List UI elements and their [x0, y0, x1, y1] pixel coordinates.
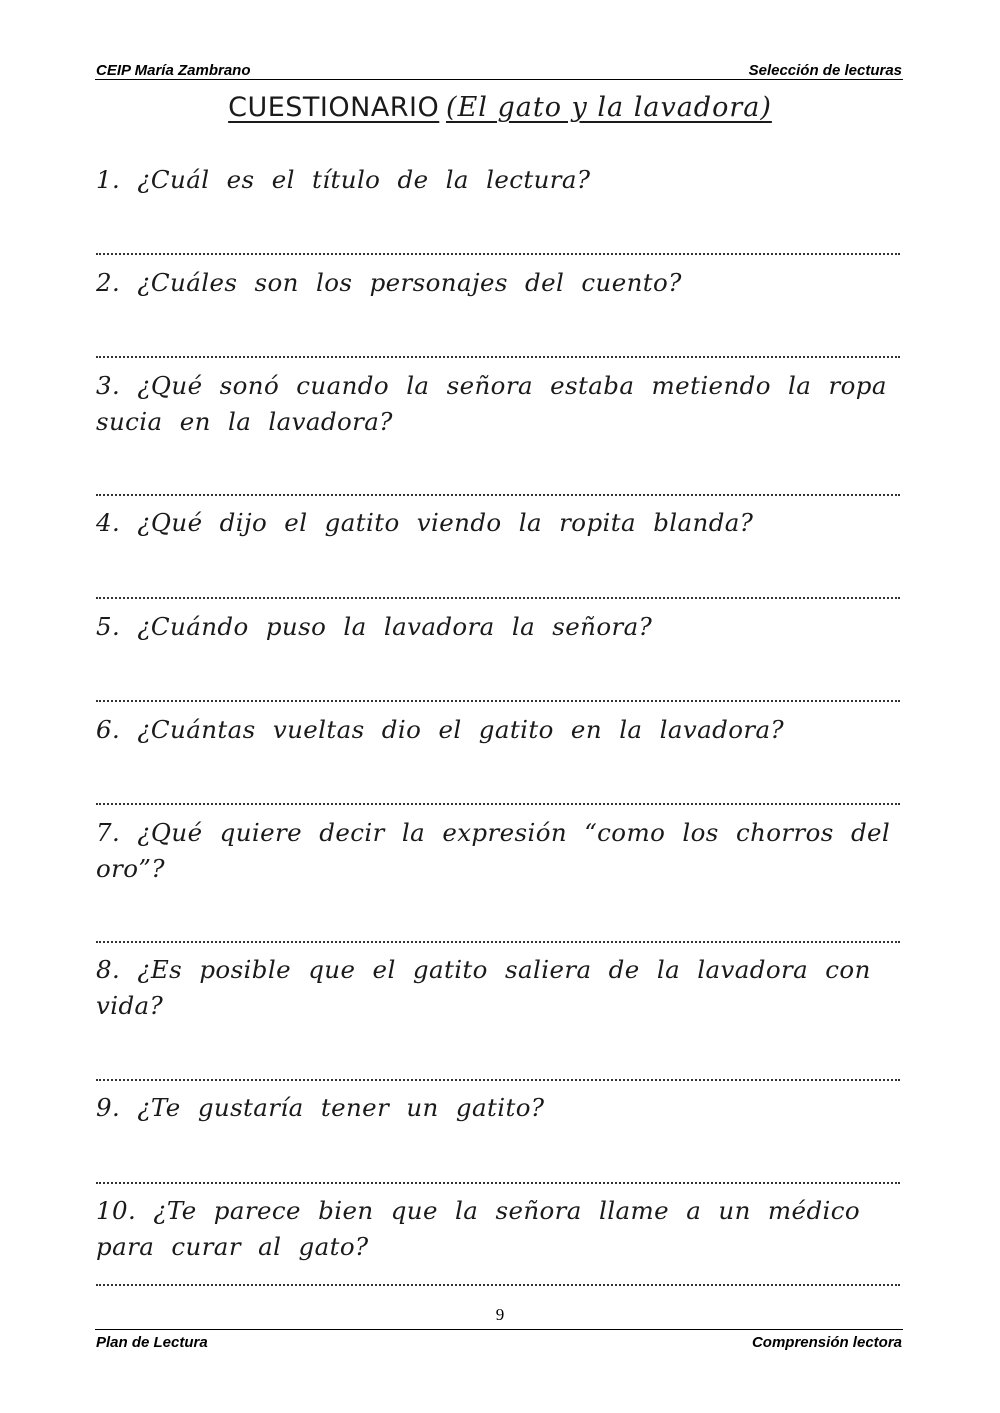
- answer-line-3[interactable]: [96, 494, 900, 496]
- answer-line-4[interactable]: [96, 597, 900, 599]
- footer-plan: Plan de Lectura: [96, 1334, 208, 1351]
- footer-divider: [95, 1329, 903, 1330]
- header-school: CEIP María Zambrano: [96, 62, 251, 79]
- question-5: 5. ¿Cuándo puso la lavadora la señora?: [96, 612, 653, 641]
- answer-line-6[interactable]: [96, 803, 900, 805]
- answer-line-10[interactable]: [96, 1284, 900, 1286]
- question-2: 2. ¿Cuáles son los personajes del cuento?: [96, 268, 682, 297]
- header-divider: [95, 79, 903, 80]
- question-4: 4. ¿Qué dijo el gatito viendo la ropita blanda?: [96, 508, 754, 537]
- question-3: 3. ¿Qué sonó cuando la señora estaba metiendo la ropa sucia en la lavadora?: [96, 371, 887, 436]
- page-title: [0, 92, 1000, 123]
- question-6: 6. ¿Cuántas vueltas dio el gatito en la lavadora?: [96, 715, 784, 744]
- question-1: 1. ¿Cuál es el título de la lectura?: [96, 165, 591, 194]
- answer-line-9[interactable]: [96, 1182, 900, 1184]
- question-10: 10. ¿Te parece bien que la señora llame a un médico para curar al gato?: [96, 1196, 861, 1261]
- answer-line-5[interactable]: [96, 700, 900, 702]
- answer-line-8[interactable]: [96, 1079, 900, 1081]
- answer-line-2[interactable]: [96, 356, 900, 358]
- header-section: Selección de lecturas: [748, 62, 902, 79]
- answer-line-7[interactable]: [96, 941, 900, 943]
- question-9: 9. ¿Te gustaría tener un gatito?: [96, 1093, 545, 1122]
- question-7: 7. ¿Qué quiere decir la expresión “como los chorros del oro”?: [96, 818, 891, 883]
- question-8: 8. ¿Es posible que el gatito saliera de la lavadora con vida?: [96, 955, 871, 1020]
- title-main: CUESTIONARIO: [228, 92, 440, 123]
- page-number: 9: [495, 1305, 505, 1324]
- footer-section: Comprensión lectora: [751, 1334, 902, 1351]
- title-subtitle: (El gato y la lavadora): [446, 92, 772, 123]
- answer-line-1[interactable]: [96, 253, 900, 255]
